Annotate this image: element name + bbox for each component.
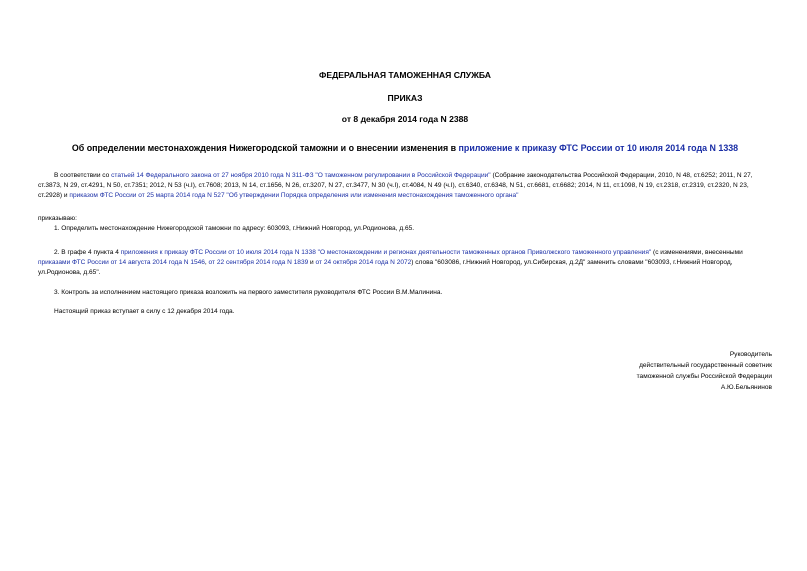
item-3: 3. Контроль за исполнением настоящего приказа возложить на первого заместителя руководителя ФТС России В.М.Малинина. — [54, 289, 443, 296]
document-title — [38, 143, 772, 153]
link-order-2072[interactable]: от 24 октября 2014 года N 2072 — [315, 259, 412, 266]
link-order-1839[interactable]: от 22 сентября 2014 года N 1839 — [208, 259, 309, 266]
title-text: Об определении местонахождения Нижегородской таможни и о внесении изменения в — [71, 143, 459, 153]
decree-word: приказываю: — [38, 215, 77, 222]
item-2-text-5: ) слова "603086, г.Нижний Новгород, ул.Сибирская, д.2Д" заменить словами "603093, г.Нижний Новгород, ул.Родионова, д.65". — [38, 259, 733, 276]
signature-rank-service: таможенной службы Российской Федерации — [636, 373, 772, 380]
date-number-heading: от 8 декабря 2014 года N 2388 — [341, 114, 469, 124]
signature-position: Руководитель — [729, 351, 772, 358]
signature-block — [472, 349, 772, 393]
entry-into-force: Настоящий приказ вступает в силу с 12 декабря 2014 года. — [54, 308, 235, 315]
document-page — [38, 0, 772, 571]
organization-heading: ФЕДЕРАЛЬНАЯ ТАМОЖЕННАЯ СЛУЖБА — [319, 70, 491, 80]
link-annex-order-1338[interactable]: приложения к приказу ФТС России от 10 июля 2014 года N 1338 "О местонахождении и регионах деятельности таможенных органов Приволжского таможенного управления" — [120, 249, 652, 256]
title-link-order-1338[interactable]: приложение к приказу ФТС России от 10 июля 2014 года N 1338 — [458, 143, 739, 153]
preamble-text-1: В соответствии со — [54, 172, 112, 179]
item-2-text-2: (с изменениями, внесенными — [651, 249, 743, 256]
link-federal-law-311[interactable]: статьей 14 Федерального закона от 27 ноября 2010 года N 311-ФЗ "О таможенном регулировании в Российской Федерации" — [111, 172, 491, 179]
item-2-text-1: 2. В графе 4 пункта 4 — [54, 249, 121, 256]
item-2 — [38, 248, 772, 278]
item-2-text-4: и — [308, 259, 316, 266]
link-order-527[interactable]: приказом ФТС России от 25 марта 2014 года N 527 "Об утверждении Порядка определения или изменения местонахождения таможенного органа" — [69, 192, 519, 199]
signature-rank: действительный государственный советник — [639, 362, 772, 369]
item-2-text-3: , — [204, 259, 209, 266]
link-order-1546[interactable]: приказами ФТС России от 14 августа 2014 года N 1546 — [38, 259, 205, 266]
signature-name: А.Ю.Бельянинов — [720, 384, 772, 391]
preamble-paragraph — [38, 171, 772, 201]
preamble-text-2: (Собрание законодательства Российской Федерации, 2010, N 48, ст.6252; 2011, N 27, ст.3873, N 29, ст.4291, N 50, ст.7351; 2012, N 53 (ч.I), ст.7608; 2013, N 14, ст.1656, N 26, ст.3207, N 27, ст.3477, N 30 (ч.I), ст.4084, N 49 (ч.I), ст.6340, ст.6348, N 51, ст.6681, ст.6682; 2014, N 11, ст.1098, N 19, ст.2318, ст.2319, ст.2320, N 23, ст.2928) и — [38, 172, 753, 199]
doc-type-heading: ПРИКАЗ — [387, 93, 423, 103]
item-1: 1. Определить местонахождение Нижегородской таможни по адресу: 603093, г.Нижний Новгород, ул.Родионова, д.65. — [54, 225, 415, 232]
